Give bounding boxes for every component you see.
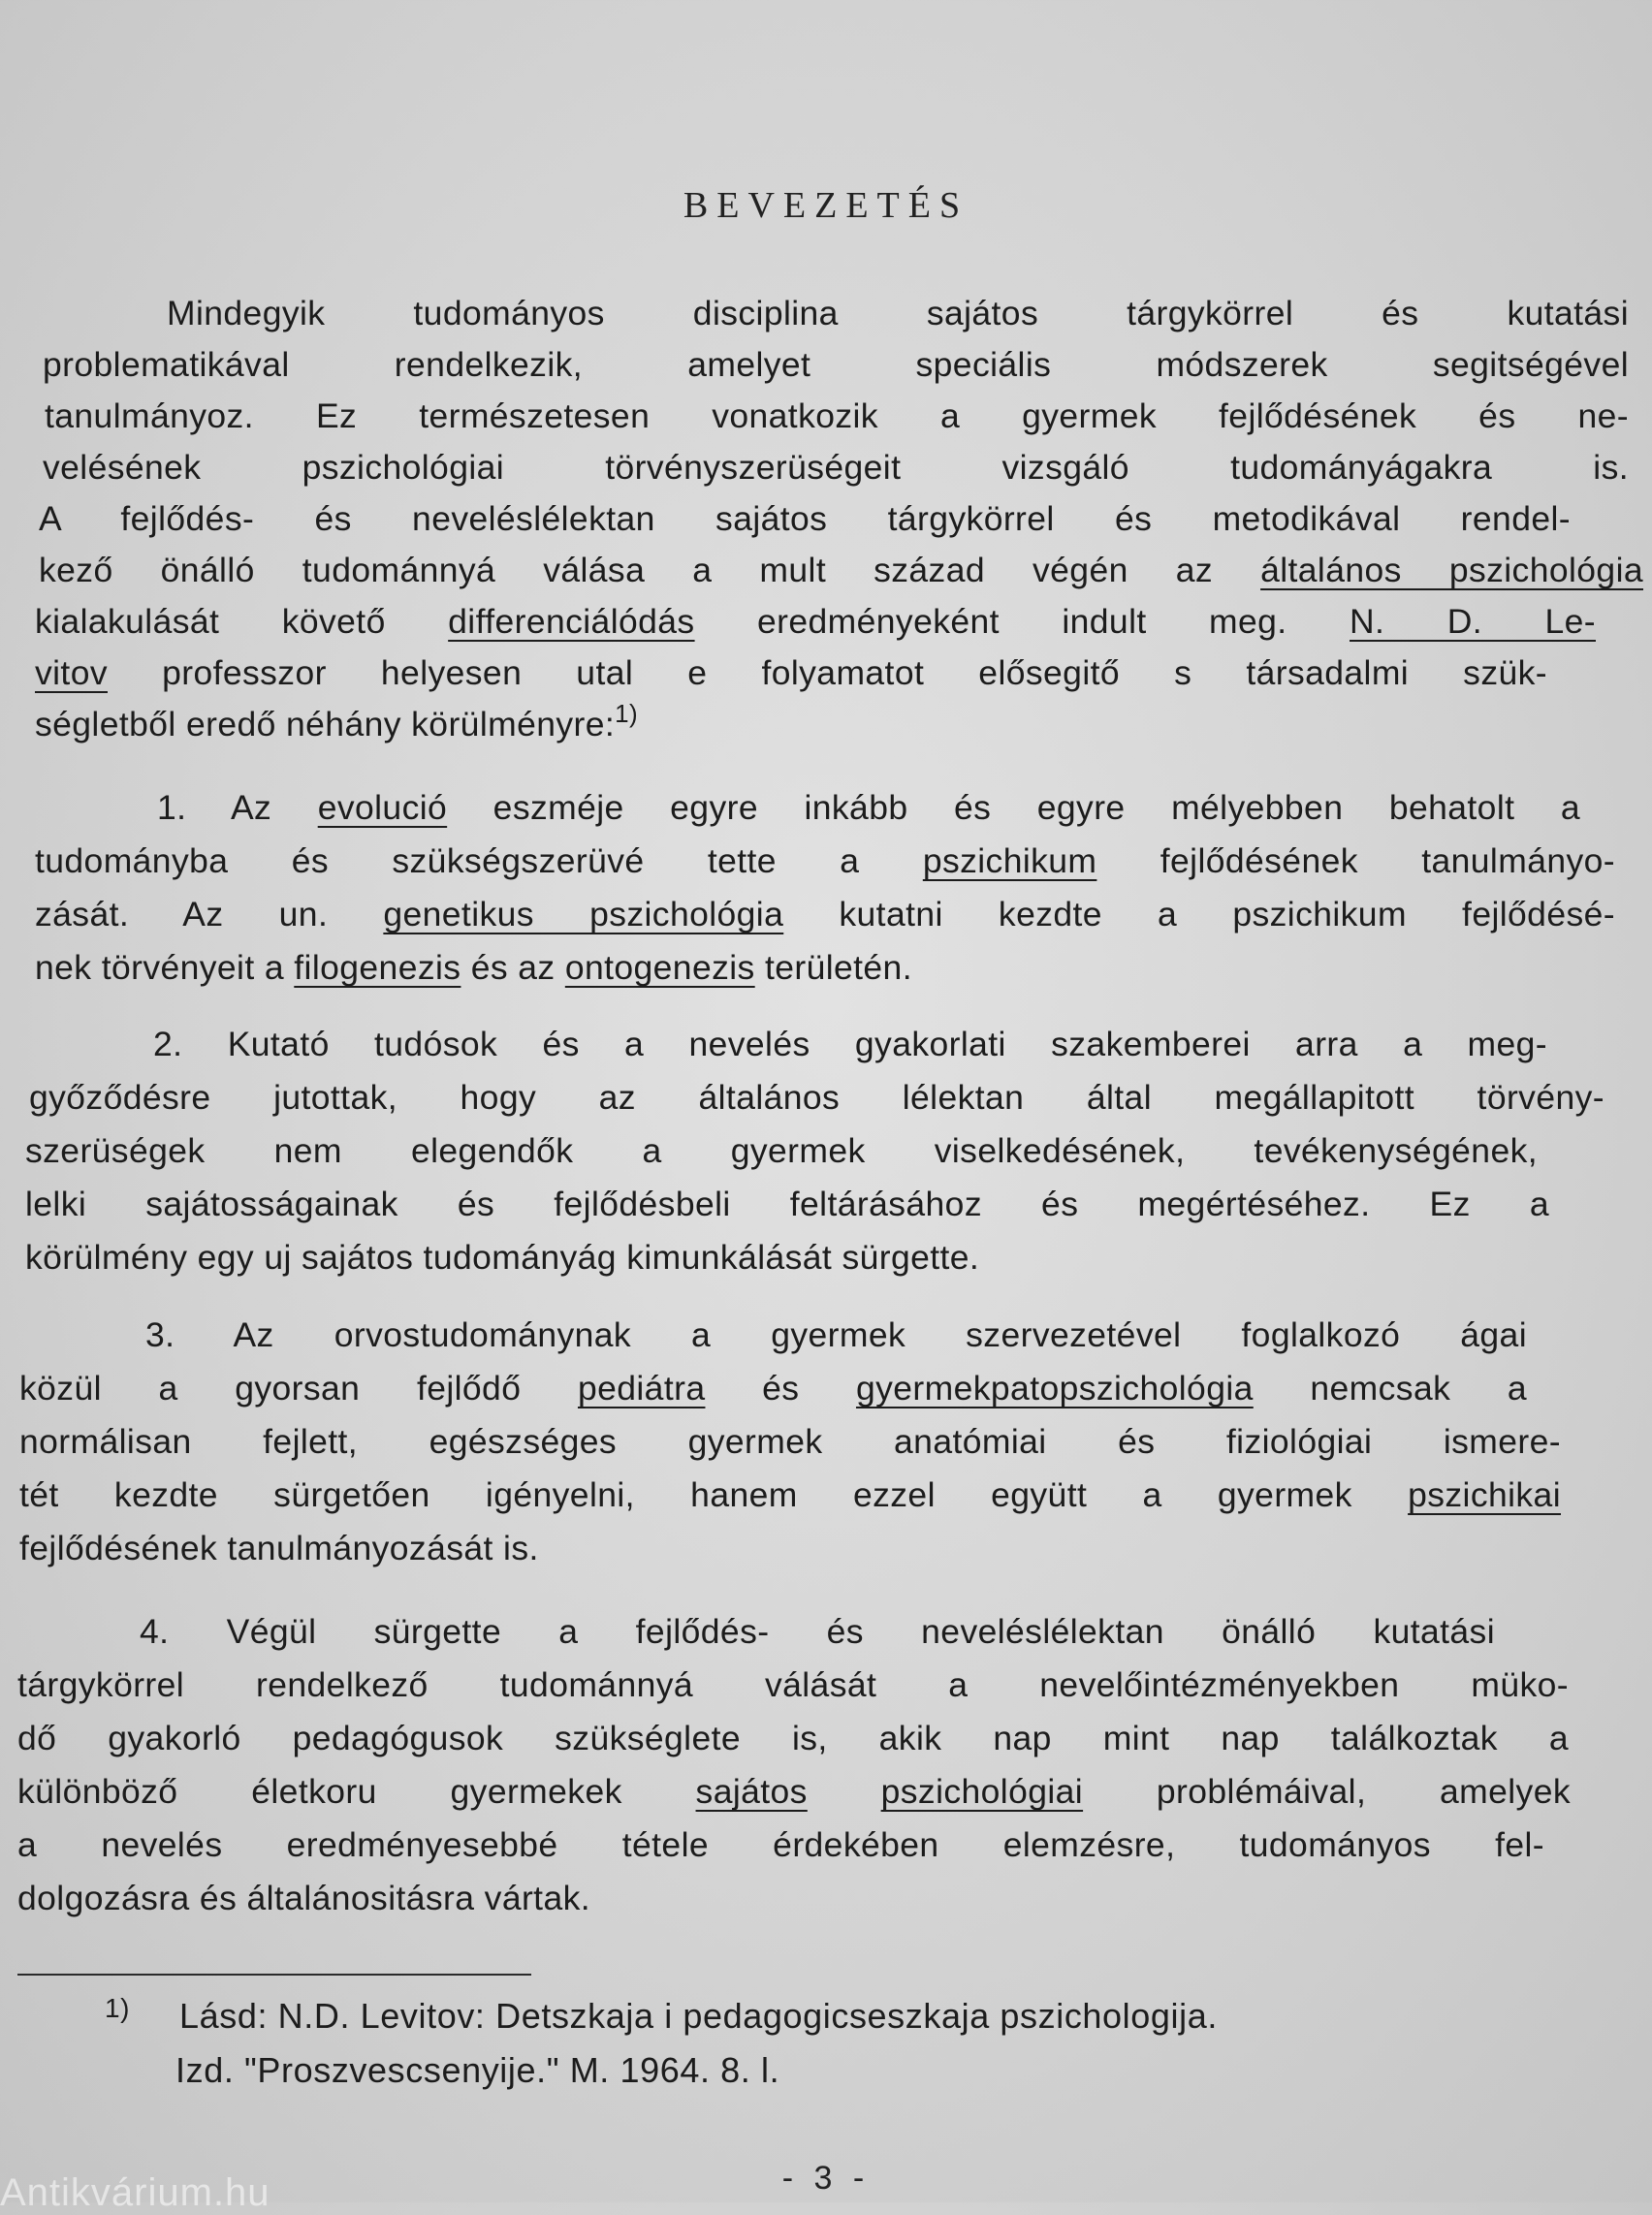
text-segment: fejlődésének tanulmányo- xyxy=(1160,841,1615,880)
footnote-line: Lásd: N.D. Levitov: Detszkaja i pedagogicseszkaja pszichologija. xyxy=(179,1996,1218,2036)
text-line xyxy=(17,1765,1571,1819)
text-line: győződésre jutottak, hogy az általános lélektan által megállapitott törvény- xyxy=(29,1078,1604,1117)
underlined-term: genetikus pszichológia xyxy=(383,895,784,933)
text-line xyxy=(39,545,1643,596)
text-line: normálisan fejlett, egészséges gyermek anatómiai és fiziológiai ismere- xyxy=(19,1422,1561,1461)
text-line xyxy=(35,648,1547,699)
text-segment: kutatni kezdte a pszichikum fejlődésé- xyxy=(839,895,1615,933)
underlined-term: pszichológiai xyxy=(880,1772,1084,1811)
text-line: szerüségek nem elegendők a gyermek viselkedésének, tevékenységének, xyxy=(25,1131,1538,1170)
text-segment: 1. Az xyxy=(157,788,272,827)
text-line: dolgozásra és általánositásra vártak. xyxy=(17,1879,590,1917)
underlined-term: pediátra xyxy=(577,1369,706,1408)
text-segment: különböző életkoru gyermekek xyxy=(17,1772,622,1811)
text-segment: eszméje egyre inkább és egyre mélyebben behatolt a xyxy=(492,788,1581,827)
text-segment: kialakulását követő xyxy=(35,602,386,641)
point-4-paragraph xyxy=(17,1605,1588,1925)
underlined-term: pszichikum xyxy=(922,841,1097,880)
text-line: 2. Kutató tudósok és a nevelés gyakorlati szakemberei arra a meg- xyxy=(153,1025,1547,1063)
text-line xyxy=(35,835,1615,888)
text-line: tárgykörrel rendelkező tudománnyá válását a nevelőintézményekben müko- xyxy=(17,1665,1569,1704)
footnote-ref: 1) xyxy=(615,699,639,728)
text-line xyxy=(19,1469,1561,1522)
footnote-marker: 1) xyxy=(105,1993,131,2023)
text-segment: és xyxy=(762,1369,800,1408)
text-segment: területén. xyxy=(764,948,912,987)
text-line: 3. Az orvostudománynak a gyermek szervezetével foglalkozó ágai xyxy=(145,1315,1527,1354)
text-line xyxy=(35,781,1580,835)
underlined-term: ontogenezis xyxy=(564,948,755,987)
text-line: 4. Végül sürgette a fejlődés- és neveléslélektan önálló kutatási xyxy=(140,1612,1495,1651)
text-line xyxy=(35,699,1629,750)
page-number: - 3 - xyxy=(781,2160,871,2197)
text-line: fejlődésének tanulmányozását is. xyxy=(19,1529,539,1567)
text-segment: zását. Az un. xyxy=(35,895,329,933)
page-title: BEVEZETÉS xyxy=(683,185,969,226)
text-line: tanulmányoz. Ez természetesen vonatkozik a gyermek fejlődésének és ne- xyxy=(45,396,1629,435)
text-line: körülmény egy uj sajátos tudományág kimunkálását sürgette. xyxy=(25,1238,980,1277)
text-segment: tudományba és szükségszerüvé tette a xyxy=(35,841,860,880)
text-segment: közül a gyorsan fejlődő xyxy=(19,1369,522,1408)
underlined-term: N. D. Le- xyxy=(1350,602,1596,641)
footnote-line: Izd. "Proszvescsenyije." M. 1964. 8. l. xyxy=(175,2050,780,2090)
text-line xyxy=(35,888,1615,941)
text-segment: tét kezdte sürgetően igényelni, hanem ezzel együtt a gyermek xyxy=(19,1475,1352,1514)
text-line: velésének pszichológiai törvényszerüségeit vizsgáló tudományágakra is. xyxy=(43,448,1629,487)
text-segment: kező önálló tudománnyá válása a mult század végén az xyxy=(39,551,1214,589)
text-segment: nemcsak a xyxy=(1310,1369,1527,1408)
text-line xyxy=(35,596,1596,648)
underlined-term: sajátos xyxy=(695,1772,808,1811)
underlined-term: filogenezis xyxy=(294,948,461,987)
text-segment: nek törvényeit a xyxy=(35,948,285,987)
text-segment: problémáival, amelyek xyxy=(1156,1772,1571,1811)
text-line: a nevelés eredményesebbé tétele érdekében elemzésre, tudományos fel- xyxy=(17,1825,1544,1864)
text-segment: eredményeként indult meg. xyxy=(757,602,1287,641)
underlined-term: gyermekpatopszichológia xyxy=(855,1369,1254,1408)
text-segment: ségletből eredő néhány körülményre: xyxy=(35,705,616,744)
underlined-term: pszichikai xyxy=(1408,1475,1561,1514)
footnote-divider xyxy=(17,1974,531,1976)
text-segment: és az xyxy=(470,948,556,987)
text-line: dő gyakorló pedagógusok szükséglete is, akik nap mint nap találkoztak a xyxy=(17,1719,1569,1757)
point-1-paragraph xyxy=(35,781,1615,995)
underlined-term: evolució xyxy=(317,788,448,827)
point-3-paragraph xyxy=(19,1309,1585,1575)
text-line: problematikával rendelkezik, amelyet speciális módszerek segitségével xyxy=(43,345,1629,384)
intro-paragraph xyxy=(35,288,1643,750)
text-line: Mindegyik tudományos disciplina sajátos tárgykörrel és kutatási xyxy=(167,294,1629,332)
text-line xyxy=(19,1362,1527,1415)
text-segment: professzor helyesen utal e folyamatot elősegitő s társadalmi szük- xyxy=(162,653,1547,692)
footnote xyxy=(105,1989,1218,2098)
underlined-term: általános pszichológia xyxy=(1260,551,1643,589)
point-2-paragraph xyxy=(25,1018,1604,1284)
watermark: Antikvárium.hu xyxy=(0,2171,270,2214)
underlined-term: differenciálódás xyxy=(448,602,695,641)
text-line: A fejlődés- és neveléslélektan sajátos tárgykörrel és metodikával rendel- xyxy=(39,499,1571,538)
text-line xyxy=(35,941,1615,995)
text-line: lelki sajátosságainak és fejlődésbeli feltárásához és megértéséhez. Ez a xyxy=(25,1185,1549,1223)
underlined-term: vitov xyxy=(35,653,108,692)
